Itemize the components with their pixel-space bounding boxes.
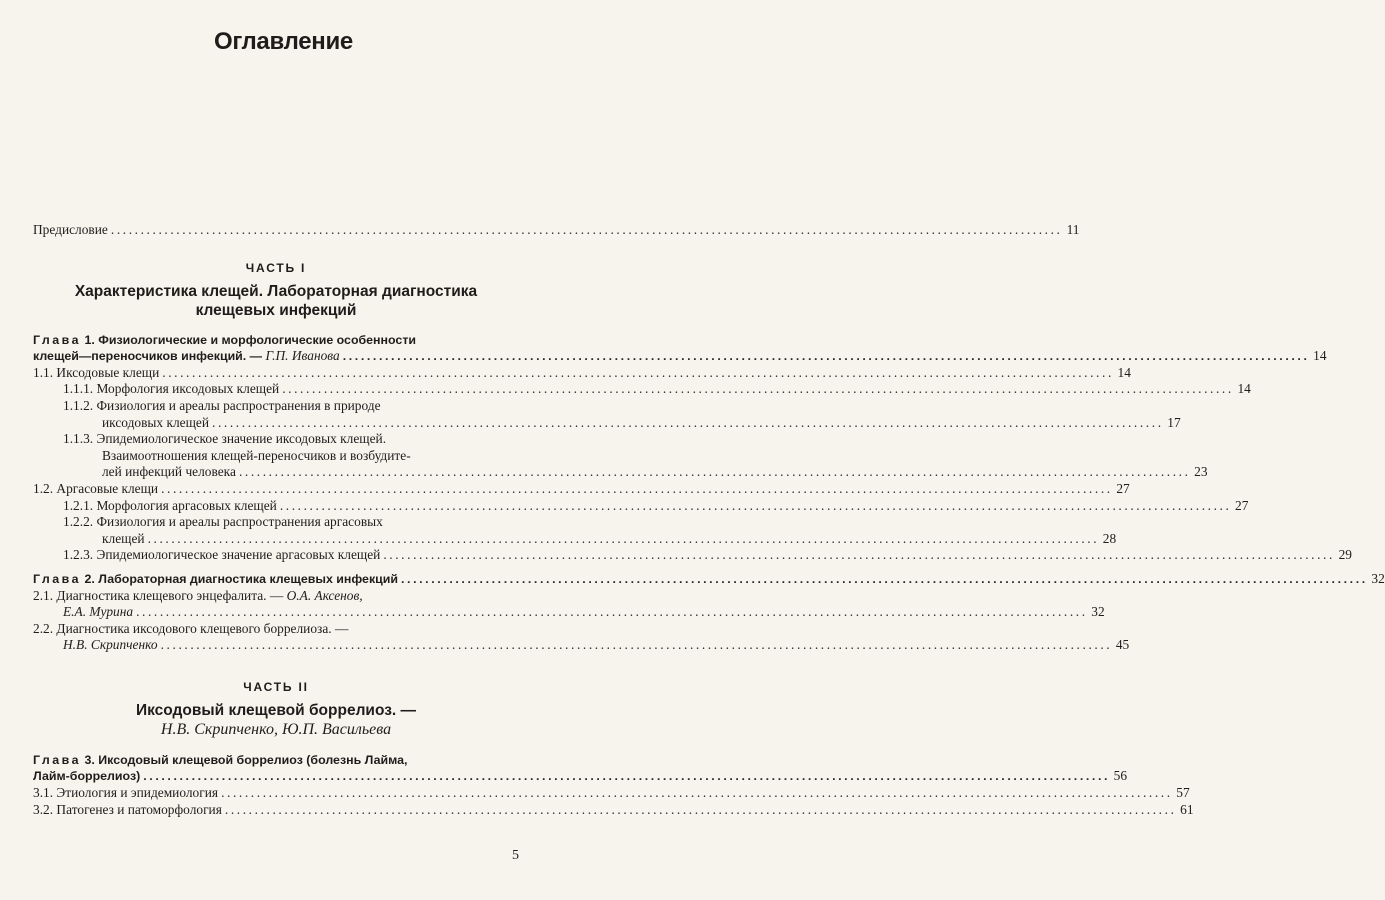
toc-chapter-3[interactable] — [33, 752, 1128, 785]
toc-entry-1-2-1[interactable] — [33, 497, 1249, 515]
toc-page-number: 14 — [1313, 348, 1327, 364]
chapter-title-line-1: 1. Физиологические и морфологические особенности — [84, 332, 417, 347]
chapter-prefix: Глава — [33, 571, 82, 586]
toc-entry-2-1[interactable] — [33, 587, 1105, 621]
chapter-prefix: Глава — [33, 752, 82, 767]
leader-dots: ................................................................................................................................................................ — [212, 414, 1164, 430]
toc-page-number: 11 — [1066, 222, 1080, 237]
toc-entry-line-1: 2.1. Диагностика клещевого энцефалита. — — [33, 587, 284, 603]
part-authors-2: Н.В. Скрипченко, Ю.П. Васильева — [160, 720, 392, 738]
toc-entry-author: Н.В. Скрипченко — [63, 637, 158, 653]
page-number: 5 — [512, 848, 519, 863]
chapter-author: Г.П. Иванова — [265, 348, 340, 364]
toc-entry-1-2-2[interactable] — [33, 514, 1117, 547]
leader-dots: ................................................................................................................................................................ — [162, 364, 1114, 380]
toc-page-number: 14 — [1117, 364, 1131, 380]
toc-entry-author: Е.А. Мурина — [63, 604, 134, 620]
toc-entry-text: 1.1.1. Морфология иксодовых клещей — [63, 381, 280, 397]
page-title: Оглавление — [214, 28, 353, 55]
toc-entry-line-2: Взаимоотношения клещей-переносчиков и возбудите- — [102, 447, 411, 463]
toc-entry-1-2[interactable] — [33, 480, 1130, 498]
toc-entry-text: 3.2. Патогенез и патоморфология — [33, 801, 222, 817]
toc-entry-text: 1.2.3. Эпидемиологическое значение аргасовых клещей — [63, 547, 381, 563]
part-title-1-line-2: клещевых инфекций — [195, 301, 357, 319]
leader-dots: ................................................................................................................................................................ — [238, 464, 1191, 480]
toc-page-number: 57 — [1176, 785, 1190, 801]
toc-entry-text: 1.1. Иксодовые клещи — [33, 364, 160, 380]
part-title-1-line-1: Характеристика клещей. Лабораторная диагностика — [74, 282, 478, 300]
toc-entry-1-1-1[interactable] — [33, 381, 1251, 398]
toc-entry-preface[interactable] — [33, 222, 1080, 239]
chapter-title: 2. Лабораторная диагностика клещевых инфекций — [84, 571, 398, 586]
leader-dots: ................................................................................................................................................................ — [147, 530, 1100, 546]
leader-dots: ................................................................................................................................................................ — [161, 480, 1113, 496]
toc-entry-text: 1.2.1. Морфология аргасовых клещей — [63, 497, 277, 513]
toc-page-number: 27 — [1235, 497, 1249, 513]
toc-entry-2-2[interactable] — [33, 620, 1130, 654]
chapter-title-line-2: клещей—переносчиков инфекций. — — [33, 349, 263, 364]
toc-entry-text: 3.1. Этиология и эпидемиология — [33, 785, 219, 801]
toc-entry-line-3: лей инфекций человека — [102, 464, 236, 480]
toc-chapter-1[interactable] — [33, 332, 1327, 365]
toc-page-number: 56 — [1113, 768, 1128, 784]
toc-page-number: 28 — [1102, 530, 1117, 546]
toc-entry-1-1[interactable] — [33, 364, 1131, 382]
toc-page-number: 23 — [1194, 464, 1208, 480]
toc-entry-3-2[interactable] — [33, 801, 1194, 819]
toc-entry-text: Предисловие — [33, 222, 108, 237]
chapter-title-line-2: Лайм-боррелиоз) — [33, 769, 141, 784]
leader-dots: ................................................................................................................................................................ — [342, 349, 1310, 364]
toc-entry-line-2: иксодовых клещей — [102, 414, 210, 430]
leader-dots: ................................................................................................................................................................ — [279, 497, 1232, 513]
leader-dots: ................................................................................................................................................................ — [224, 801, 1177, 817]
toc-page-number: 14 — [1237, 381, 1251, 397]
toc-entry-line-1: 2.2. Диагностика иксодового клещевого боррелиоза. — — [33, 620, 349, 636]
leader-dots: ................................................................................................................................................................ — [221, 785, 1173, 801]
toc-page-number: 32 — [1091, 604, 1105, 620]
leader-dots: ................................................................................................................................................................ — [160, 637, 1113, 653]
toc-entry-line-1: 1.2.2. Физиология и ареалы распространения аргасовых — [63, 514, 383, 530]
toc-entry-line-1: 1.1.3. Эпидемиологическое значение иксодовых клещей. — [63, 431, 387, 447]
chapter-prefix: Глава — [33, 332, 82, 347]
toc-page-number: 27 — [1116, 480, 1130, 496]
toc-entry-1-2-3[interactable] — [33, 547, 1352, 564]
toc-page-number: 61 — [1180, 801, 1194, 817]
table-of-contents — [33, 222, 1385, 818]
part-heading-1: ЧАСТЬ I — [245, 260, 307, 275]
leader-dots: ................................................................................................................................................................ — [282, 381, 1234, 397]
part-title-2: Иксодовый клещевой боррелиоз. — — [135, 701, 417, 719]
toc-entry-1-1-2[interactable] — [33, 397, 1181, 431]
leader-dots: ................................................................................................................................................................ — [401, 571, 1368, 586]
leader-dots: ................................................................................................................................................................ — [143, 769, 1111, 784]
toc-page-number: 17 — [1167, 414, 1181, 430]
toc-entry-3-1[interactable] — [33, 785, 1190, 802]
toc-entry-text: 1.2. Аргасовые клещи — [33, 480, 159, 496]
toc-page-number: 32 — [1371, 570, 1385, 586]
toc-entry-line-1: 1.1.2. Физиология и ареалы распространения в природе — [63, 397, 381, 413]
leader-dots: ................................................................................................................................................................ — [383, 547, 1335, 563]
toc-entry-author: О.А. Аксенов, — [286, 587, 363, 603]
leader-dots: ................................................................................................................................................................ — [110, 222, 1063, 237]
toc-page-number: 29 — [1338, 547, 1352, 563]
toc-chapter-2[interactable] — [33, 570, 1385, 588]
chapter-title-line-1: 3. Иксодовый клещевой боррелиоз (болезнь Лайма, — [84, 752, 408, 767]
toc-entry-1-1-3[interactable] — [33, 431, 1208, 481]
leader-dots: ................................................................................................................................................................ — [136, 604, 1088, 620]
toc-page-number: 45 — [1115, 637, 1130, 653]
toc-entry-line-2: клещей — [102, 530, 145, 546]
part-heading-2: ЧАСТЬ II — [243, 679, 309, 694]
